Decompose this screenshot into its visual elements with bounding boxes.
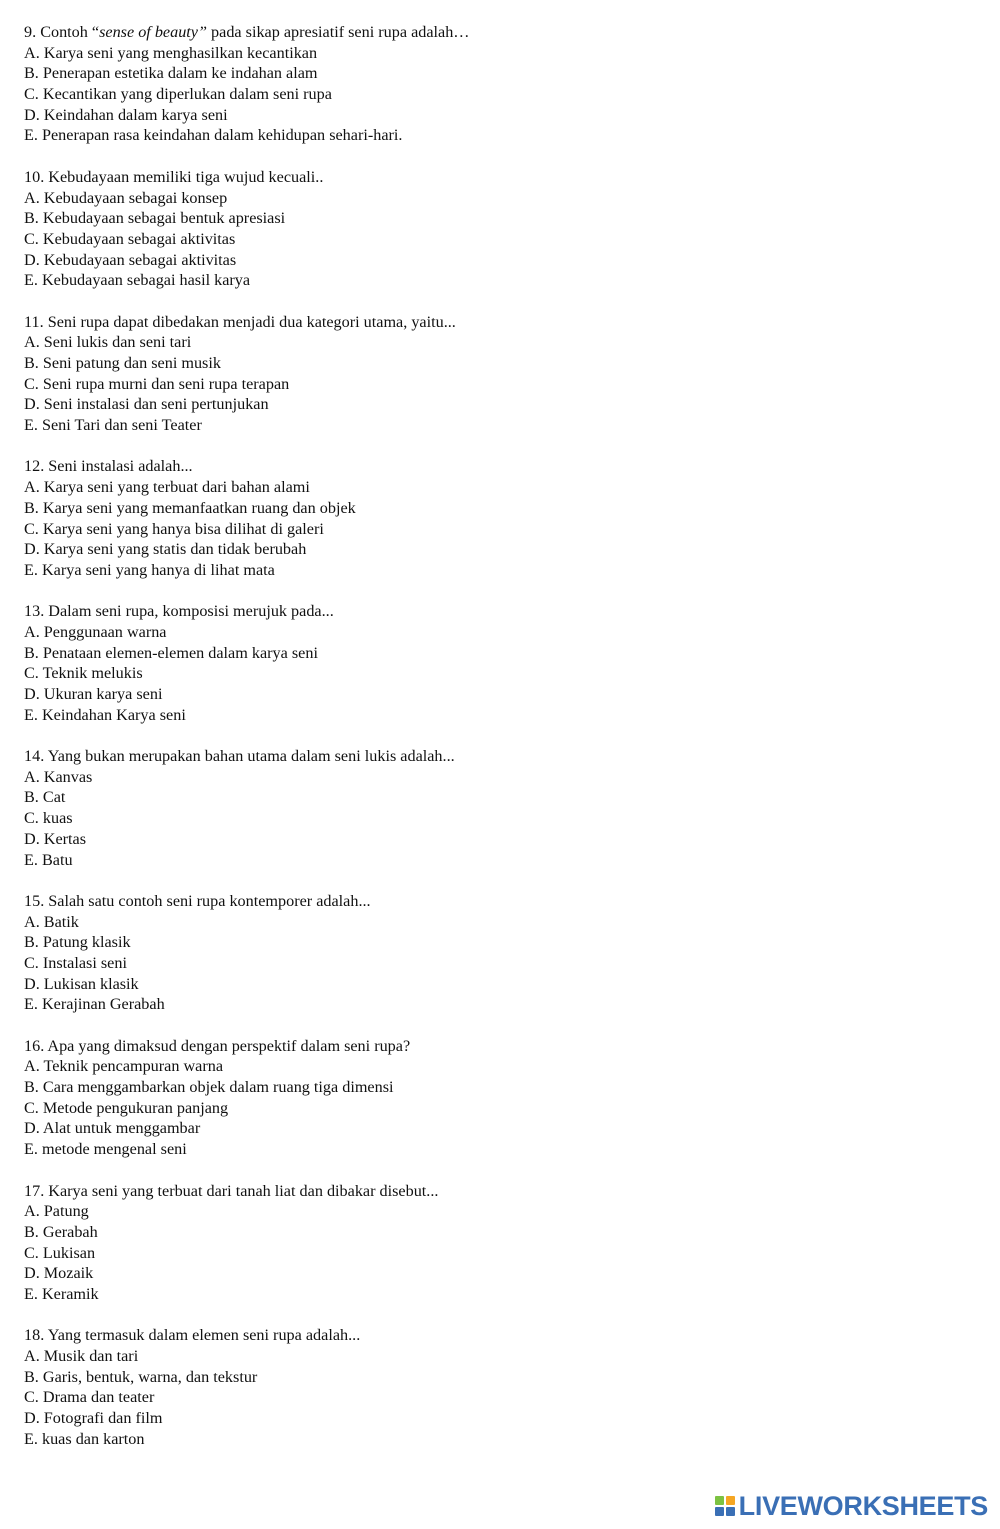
question-text-emphasis: sense of beauty” [99,23,207,41]
option-d: D. Mozaik [24,1264,94,1283]
option-e: E. metode mengenal seni [24,1140,187,1159]
question-title [24,1036,964,1057]
option-b: B. Seni patung dan seni musik [24,354,221,372]
option-a: A. Penggunaan warna [24,622,167,641]
question-title [24,601,964,622]
question-18 [24,1325,964,1449]
option-a: A. Seni lukis dan seni tari [24,333,192,352]
worksheet [24,22,964,1470]
question-number: 17. [24,1181,45,1200]
question-title [24,167,964,188]
option-c: C. Seni rupa murni dan seni rupa terapan [24,374,290,393]
option-a: A. Patung [24,1202,89,1221]
question-text: Karya seni yang terbuat dari tanah liat dan dibakar disebut... [48,1181,439,1200]
question-number: 14. [24,747,45,766]
option-e: E. kuas dan karton [24,1429,145,1448]
option-a: A. Teknik pencampuran warna [24,1057,224,1076]
logo-square-green [715,1496,724,1505]
option-c: C. Lukisan [24,1243,96,1262]
option-c: C. Karya seni yang hanya bisa dilihat di galeri [24,519,324,538]
question-text: Dalam seni rupa, komposisi merujuk pada... [48,602,334,621]
question-number: 15. [24,891,45,910]
option-d: D. Lukisan klasik [24,974,139,993]
question-text: Seni instalasi adalah... [48,457,193,476]
question-text-after: pada sikap apresiatif seni rupa adalah… [207,23,470,41]
liveworksheets-branding[interactable] [715,1491,988,1521]
option-d: D. Ukuran karya seni [24,685,163,703]
question-title [24,456,964,477]
question-title [24,1325,964,1346]
option-b: B. Gerabah [24,1222,98,1241]
option-a: A. Karya seni yang menghasilkan kecantikan [24,43,318,62]
question-text: Seni rupa dapat dibedakan menjadi dua kategori utama, yaitu... [47,312,456,331]
question-title [24,891,964,912]
option-b: B. Karya seni yang memanfaatkan ruang dan objek [24,498,356,517]
option-d: D. Keindahan dalam karya seni [24,105,228,124]
option-c: C. Drama dan teater [24,1388,155,1407]
question-text: Kebudayaan memiliki tiga wujud kecuali.. [48,167,324,186]
option-c: C. Metode pengukuran panjang [24,1098,229,1117]
question-number: 13. [24,602,45,621]
question-17 [24,1181,964,1305]
option-b: B. Penerapan estetika dalam ke indahan alam [24,64,318,83]
option-c: C. Instalasi seni [24,953,127,972]
question-text: Yang bukan merupakan bahan utama dalam seni lukis adalah... [47,747,455,766]
logo-square-blue [715,1507,724,1516]
question-10 [24,167,964,291]
option-c: C. kuas [24,809,73,828]
option-d: D. Karya seni yang statis dan tidak berubah [24,540,307,559]
question-number: 10. [24,167,45,186]
question-title [24,746,964,767]
question-text: Apa yang dimaksud dengan perspektif dalam seni rupa? [47,1036,411,1055]
option-e: E. Penerapan rasa keindahan dalam kehidupan sehari-hari. [24,126,403,145]
option-b: B. Cara menggambarkan objek dalam ruang tiga dimensi [24,1078,394,1097]
question-14 [24,746,964,870]
question-11 [24,312,964,436]
question-16 [24,1036,964,1160]
question-text: Salah satu contoh seni rupa kontemporer adalah... [48,891,371,910]
option-c: C. Teknik melukis [24,664,143,683]
option-a: A. Musik dan tari [24,1347,139,1365]
option-a: A. Kanvas [24,767,93,786]
option-e: E. Keindahan Karya seni [24,705,186,724]
question-number: 11. [24,312,44,331]
option-b: B. Cat [24,788,66,807]
option-d: D. Fotografi dan film [24,1409,163,1428]
option-e: E. Keramik [24,1284,99,1303]
question-text-before: Contoh “ [40,23,100,41]
question-title [24,1181,964,1202]
question-12 [24,456,964,580]
logo-square-blue-2 [726,1507,735,1516]
question-number: 16. [24,1036,45,1055]
question-13 [24,601,964,725]
option-c: C. Kecantikan yang diperlukan dalam seni rupa [24,85,332,104]
option-e: E. Seni Tari dan seni Teater [24,416,202,435]
option-b: B. Patung klasik [24,933,131,952]
question-9 [24,22,964,146]
option-d: D. Kebudayaan sebagai aktivitas [24,250,237,269]
option-e: E. Kebudayaan sebagai hasil karya [24,271,251,290]
question-text: Yang termasuk dalam elemen seni rupa adalah... [47,1326,361,1345]
question-title [24,22,964,43]
option-e: E. Karya seni yang hanya di lihat mata [24,560,275,579]
question-title [24,312,964,333]
liveworksheets-wordmark: LIVEWORKSHEETS [738,1490,988,1521]
option-b: B. Kebudayaan sebagai bentuk apresiasi [24,209,286,228]
liveworksheets-logo-icon [715,1496,735,1516]
question-number: 18. [24,1326,45,1345]
option-a: A. Batik [24,912,79,931]
option-b: B. Garis, bentuk, warna, dan tekstur [24,1367,258,1386]
option-d: D. Kertas [24,829,87,848]
option-a: A. Karya seni yang terbuat dari bahan alami [24,478,310,497]
option-e: E. Batu [24,850,73,869]
option-d: D. Alat untuk menggambar [24,1119,201,1138]
question-number: 12. [24,457,45,476]
option-e: E. Kerajinan Gerabah [24,995,165,1014]
question-15 [24,891,964,1015]
question-number: 9. [24,23,37,41]
option-b: B. Penataan elemen-elemen dalam karya seni [24,643,318,662]
option-d: D. Seni instalasi dan seni pertunjukan [24,395,269,414]
option-c: C. Kebudayaan sebagai aktivitas [24,229,236,248]
option-a: A. Kebudayaan sebagai konsep [24,188,228,207]
logo-square-orange [726,1496,735,1505]
